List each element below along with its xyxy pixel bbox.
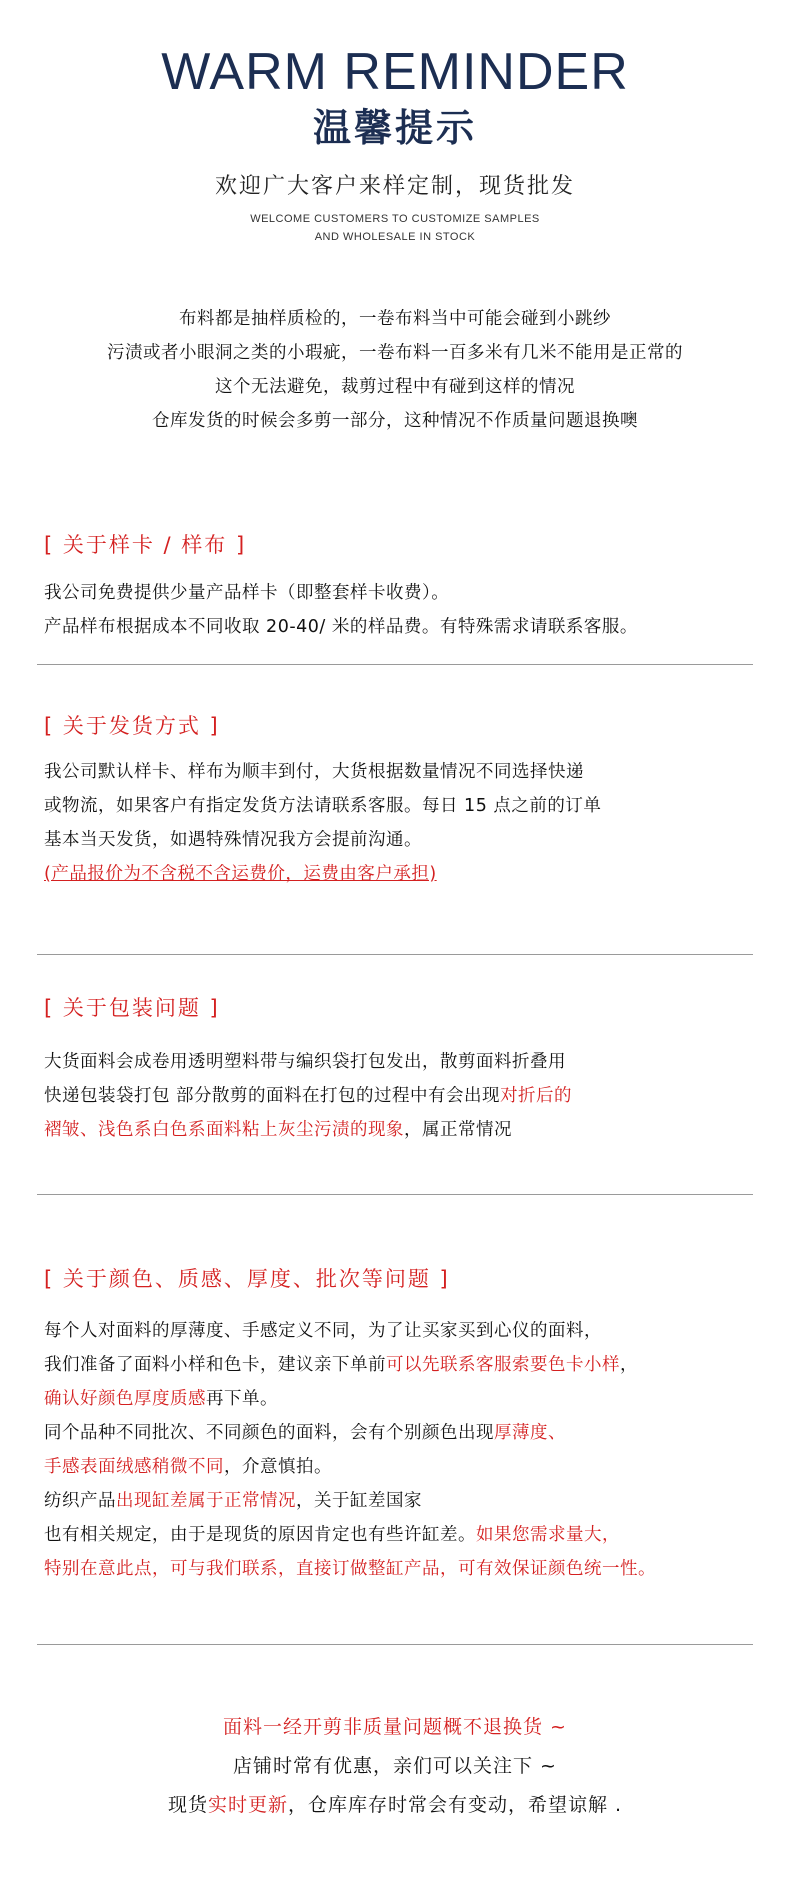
section-divider <box>37 1194 753 1195</box>
body-text: 再下单。 <box>206 1389 278 1409</box>
section-divider <box>37 664 753 665</box>
section-divider <box>37 954 753 955</box>
body-line <box>44 1450 764 1484</box>
section-color <box>44 1264 764 1586</box>
body-line <box>44 1113 764 1147</box>
section-body <box>44 755 764 891</box>
body-line <box>44 1348 764 1382</box>
section-heading: [ 关于样卡 / 样布 ] <box>44 533 247 557</box>
section-body <box>44 1314 764 1586</box>
body-text: ， <box>620 1355 638 1375</box>
body-line <box>44 1382 764 1416</box>
body-line: 每个人对面料的厚薄度、手感定义不同，为了让买家买到心仪的面料， <box>44 1321 602 1341</box>
footer-line <box>0 1786 790 1825</box>
section-heading: [ 关于颜色、质感、厚度、批次等问题 ] <box>44 1267 450 1291</box>
body-text: 也有相关规定，由于是现货的原因肯定也有些许缸差。 <box>44 1525 476 1545</box>
title-cn: 温馨提示 <box>312 106 477 150</box>
body-text: ，仓库库存时常会有变动，希望谅解 . <box>287 1794 623 1816</box>
highlight-text: 可以先联系客服索要色卡小样 <box>386 1355 620 1375</box>
notice-line: 污渍或者小眼洞之类的小瑕疵，一卷布料一百多米有几米不能用是正常的 <box>107 343 683 363</box>
notice-line: 仓库发货的时候会多剪一部分，这种情况不作质量问题退换噢 <box>152 411 638 431</box>
highlight-text: 手感表面绒感稍微不同 <box>44 1457 224 1477</box>
subtitle-en-line2: AND WHOLESALE IN STOCK <box>314 231 476 243</box>
highlight-text: 对折后的 <box>500 1086 573 1106</box>
shipping-price-note: (产品报价为不含税不含运费价，运费由客户承担) <box>44 864 437 884</box>
body-line: 或物流，如果客户有指定发货方法请联系客服。每日 15 点之前的订单 <box>44 796 602 816</box>
body-line: 基本当天发货，如遇特殊情况我方会提前沟通。 <box>44 830 422 850</box>
section-shipping <box>44 711 764 891</box>
body-text: 纺织产品 <box>44 1491 116 1511</box>
subtitle-cn: 欢迎广大客户来样定制，现货批发 <box>214 174 575 199</box>
body-line <box>44 1484 764 1518</box>
body-line <box>44 1416 764 1450</box>
body-text: ，属正常情况 <box>404 1120 512 1140</box>
highlight-text: 确认好颜色厚度质感 <box>44 1389 206 1409</box>
quality-notice <box>0 302 790 438</box>
body-line <box>44 1518 764 1552</box>
body-line: 我公司免费提供少量产品样卡（即整套样卡收费）。 <box>44 583 450 603</box>
highlight-text: 出现缸差属于正常情况 <box>116 1491 296 1511</box>
body-text: ，关于缸差国家 <box>296 1491 422 1511</box>
section-heading: [ 关于发货方式 ] <box>44 714 220 738</box>
section-heading: [ 关于包装问题 ] <box>44 996 220 1020</box>
subtitle-en <box>0 210 790 246</box>
notice-line: 布料都是抽样质检的，一卷布料当中可能会碰到小跳纱 <box>179 309 611 329</box>
title-en: WARM REMINDER <box>161 43 629 101</box>
body-text: ，介意慎拍。 <box>224 1457 332 1477</box>
notice-line: 这个无法避免，裁剪过程中有碰到这样的情况 <box>215 377 575 397</box>
body-text: 我们准备了面料小样和色卡，建议亲下单前 <box>44 1355 386 1375</box>
section-samples <box>44 530 764 644</box>
body-text: 同个品种不同批次、不同颜色的面料，会有个别颜色出现 <box>44 1423 494 1443</box>
section-divider <box>37 1644 753 1645</box>
highlight-text: 如果您需求量大， <box>476 1525 620 1545</box>
footer-line: 面料一经开剪非质量问题概不退换货 ~ <box>223 1716 567 1738</box>
highlight-text: 实时更新 <box>207 1794 288 1816</box>
subtitle-en-line1: WELCOME CUSTOMERS TO CUSTOMIZE SAMPLES <box>250 213 540 225</box>
body-line: 大货面料会成卷用透明塑料带与编织袋打包发出，散剪面料折叠用 <box>44 1052 566 1072</box>
body-text: 现货 <box>167 1794 208 1816</box>
body-line: 我公司默认样卡、样布为顺丰到付，大货根据数量情况不同选择快递 <box>44 762 584 782</box>
highlight-text: 厚薄度、 <box>494 1423 566 1443</box>
body-line: 特别在意此点，可与我们联系，直接订做整缸产品，可有效保证颜色统一性。 <box>44 1559 656 1579</box>
highlight-text: 褶皱、浅色系白色系面料粘上灰尘污渍的现象 <box>44 1120 404 1140</box>
footer-notice <box>0 1708 790 1825</box>
body-line <box>44 1079 764 1113</box>
footer-line: 店铺时常有优惠，亲们可以关注下 ~ <box>233 1755 557 1777</box>
body-line: 产品样布根据成本不同收取 20-40/ 米的样品费。有特殊需求请联系客服。 <box>44 617 638 637</box>
section-body <box>44 1045 764 1147</box>
section-body <box>44 576 764 644</box>
section-packaging <box>44 993 764 1147</box>
body-text: 快递包装袋打包 部分散剪的面料在打包的过程中有会出现 <box>44 1086 501 1106</box>
